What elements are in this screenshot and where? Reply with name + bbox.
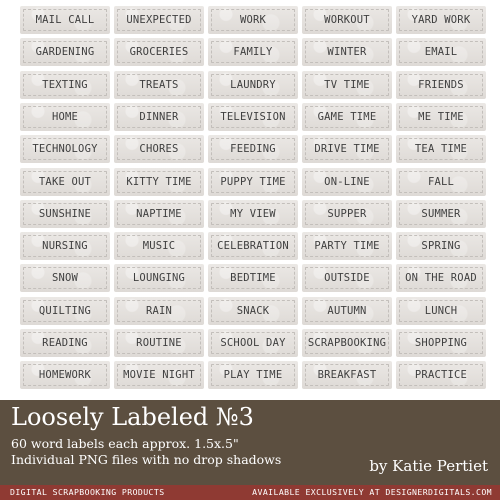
word-label (396, 200, 486, 228)
word-label (208, 361, 298, 389)
word-label (208, 71, 298, 99)
word-label-text: DRIVE TIME (314, 143, 380, 156)
word-label-text: GARDENING (35, 46, 95, 59)
word-label-text: SUMMER (421, 207, 461, 220)
product-description-line-1: 60 word labels each approx. 1.5x.5" (11, 436, 239, 451)
word-label (396, 71, 486, 99)
word-label-text: LAUNDRY (230, 78, 276, 91)
word-label-text: WORKOUT (324, 14, 370, 26)
word-label-text: BEDTIME (230, 272, 276, 285)
word-label-text: TELEVISION (220, 110, 286, 123)
word-label-text: AUTUMN (327, 304, 367, 317)
word-label-text: QUILTING (38, 304, 92, 317)
word-label-text: FEEDING (230, 143, 276, 156)
word-label (114, 71, 204, 99)
word-label (20, 264, 110, 292)
word-label-text: KITTY TIME (126, 175, 192, 188)
word-label-text: WINTER (327, 46, 367, 59)
word-label (114, 297, 204, 325)
product-title: Loosely Labeled №3 (11, 403, 254, 431)
word-label-text: SCRAPBOOKING (307, 337, 387, 349)
word-label-text: SHOPPING (414, 337, 468, 349)
word-label (20, 297, 110, 325)
word-label (208, 200, 298, 228)
word-label-text: TAKE OUT (38, 175, 92, 188)
word-label-text: MAIL CALL (35, 14, 95, 26)
word-label (396, 38, 486, 66)
word-label-text: FRIENDS (418, 78, 464, 91)
word-label (20, 168, 110, 196)
word-label (114, 361, 204, 389)
word-label-text: SNACK (236, 304, 270, 317)
word-label (208, 38, 298, 66)
word-label (302, 361, 392, 389)
word-label (208, 329, 298, 357)
word-label-text: UNEXPECTED (126, 14, 192, 26)
word-label-text: NAPTIME (136, 207, 182, 220)
word-label-text: WORK (239, 14, 267, 26)
word-label-text: MY VIEW (230, 207, 276, 220)
word-label (208, 135, 298, 163)
word-label (302, 103, 392, 131)
word-label-text: SUNSHINE (38, 207, 92, 220)
word-label-text: ME TIME (418, 110, 464, 123)
word-label (302, 200, 392, 228)
word-label-text: TEXTING (42, 78, 88, 91)
word-label-text: SCHOOL DAY (220, 337, 286, 349)
word-label (302, 168, 392, 196)
word-label (208, 264, 298, 292)
word-label-text: PRACTICE (414, 369, 468, 382)
word-label-text: GAME TIME (317, 110, 377, 123)
word-label-text: PARTY TIME (314, 240, 380, 253)
word-label (208, 232, 298, 260)
word-label (396, 264, 486, 292)
word-label-text: OUTSIDE (324, 272, 370, 285)
word-label (114, 200, 204, 228)
word-label (114, 135, 204, 163)
word-label (396, 103, 486, 131)
word-label (208, 297, 298, 325)
word-label (114, 38, 204, 66)
word-label-text: SPRING (421, 240, 461, 253)
word-label-text: NURSING (42, 240, 88, 253)
footer-left-text: DIGITAL SCRAPBOOKING PRODUCTS (10, 487, 165, 497)
word-label (396, 329, 486, 357)
word-label (114, 103, 204, 131)
word-label-text: PLAY TIME (223, 369, 283, 382)
word-label-text: ROUTINE (136, 337, 182, 349)
word-label-text: FALL (427, 175, 455, 188)
word-label (302, 38, 392, 66)
word-label-text: PUPPY TIME (220, 175, 286, 188)
word-label-text: RAIN (145, 304, 173, 317)
word-label (20, 200, 110, 228)
word-label (20, 232, 110, 260)
word-label-text: HOMEWORK (38, 369, 92, 382)
word-label (114, 232, 204, 260)
word-label (208, 6, 298, 34)
word-label (20, 361, 110, 389)
word-label-text: LOUNGING (132, 272, 186, 285)
word-label (396, 232, 486, 260)
word-label-grid (20, 6, 486, 394)
word-label (396, 135, 486, 163)
word-label (114, 329, 204, 357)
word-label-text: YARD WORK (411, 14, 471, 26)
word-label (20, 135, 110, 163)
word-label (20, 329, 110, 357)
word-label (20, 38, 110, 66)
word-label-text: SUPPER (327, 207, 367, 220)
word-label-text: TEA TIME (414, 143, 468, 156)
word-label (396, 6, 486, 34)
word-label-text: READING (42, 337, 88, 349)
author-credit: by Katie Pertiet (369, 457, 488, 475)
word-label-text: ON THE ROAD (405, 272, 477, 285)
word-label (20, 71, 110, 99)
word-label (302, 6, 392, 34)
word-label-text: CELEBRATION (217, 240, 289, 253)
word-label-text: SNOW (51, 272, 79, 285)
word-label (302, 71, 392, 99)
word-label (302, 329, 392, 357)
word-label (208, 103, 298, 131)
footer-right-text: AVAILABLE EXCLUSIVELY AT DESIGNERDIGITALS.COM (252, 487, 492, 497)
word-label-text: EMAIL (424, 46, 458, 59)
word-label (302, 135, 392, 163)
word-label (208, 168, 298, 196)
word-label-text: TECHNOLOGY (32, 143, 98, 156)
word-label (20, 103, 110, 131)
product-description-line-2: Individual PNG files with no drop shadows (11, 452, 282, 467)
word-label-text: CHORES (139, 143, 179, 156)
word-label-text: TV TIME (324, 78, 370, 91)
word-label (114, 264, 204, 292)
word-label-text: BREAKFAST (317, 369, 377, 382)
word-label (396, 361, 486, 389)
word-label (302, 264, 392, 292)
word-label-text: FAMILY (233, 46, 273, 59)
word-label-text: ON-LINE (324, 175, 370, 188)
word-label (114, 168, 204, 196)
word-label (20, 6, 110, 34)
word-label-text: LUNCH (424, 304, 458, 317)
word-label (302, 297, 392, 325)
word-label (302, 232, 392, 260)
word-label (114, 6, 204, 34)
word-label (396, 297, 486, 325)
word-label-text: GROCERIES (129, 46, 189, 59)
word-label-text: TREATS (139, 78, 179, 91)
word-label (396, 168, 486, 196)
word-label-text: MOVIE NIGHT (123, 369, 195, 382)
word-label-text: HOME (51, 110, 79, 123)
word-label-text: MUSIC (142, 240, 176, 253)
word-label-text: DINNER (139, 110, 179, 123)
